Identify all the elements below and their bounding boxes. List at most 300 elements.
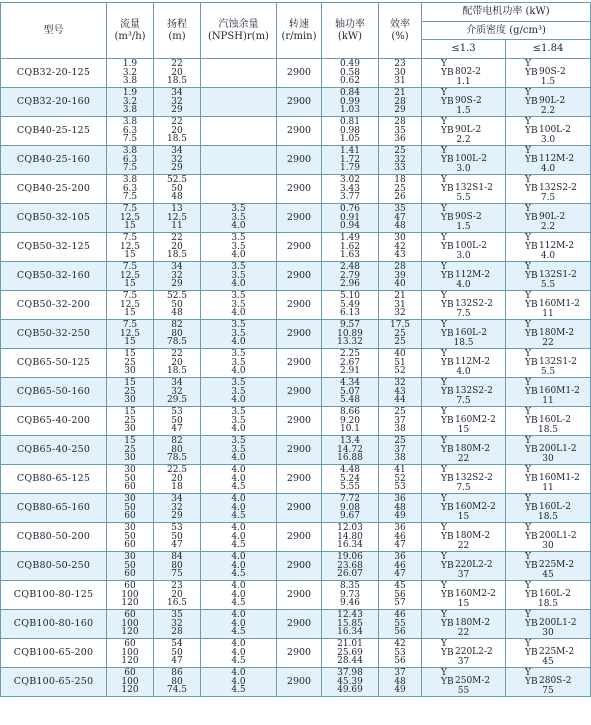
motor-yb-series: YB	[441, 561, 454, 571]
cell-motor-1	[422, 523, 506, 552]
cell-npsh	[201, 610, 277, 639]
cell-motor-2	[506, 494, 591, 523]
cell-shaft-power	[322, 494, 379, 523]
flow-values	[107, 640, 153, 666]
cell-head	[154, 59, 201, 88]
cell-flow	[107, 407, 154, 436]
motor-kw: 30	[542, 454, 554, 464]
eff-values	[379, 495, 421, 521]
motor-kw: 2.2	[456, 135, 471, 145]
motor-yb-series: YB	[441, 532, 454, 542]
cell-model: CQB80-65-160	[1, 494, 107, 523]
eff-values-v2: 51	[394, 357, 406, 368]
eff-values	[379, 466, 421, 492]
header-density: 介质密度 (g/cm³)	[422, 22, 591, 40]
npsh-values-v2: 3.5	[231, 241, 246, 252]
motor-kw: 30	[542, 541, 554, 551]
head-values-v1: 22	[171, 349, 183, 360]
cell-motor-2	[506, 465, 591, 494]
cell-efficiency	[379, 146, 422, 175]
motor-frame: 200L1-2	[539, 531, 577, 541]
table-row	[1, 146, 591, 175]
eff-values-v1: 40	[394, 349, 406, 360]
motor-spec	[422, 349, 505, 377]
shaft-values-v1: 3.02	[339, 175, 361, 186]
cell-motor-1	[422, 668, 506, 697]
shaft-values-v3: 5.48	[339, 395, 361, 406]
motor-yb-series: YB	[441, 619, 454, 629]
shaft-values-v1: 8.35	[339, 581, 361, 592]
head-values-v3: 29	[171, 163, 183, 174]
head-values-v1: 84	[171, 552, 183, 563]
shaft-values-v1: 1.49	[339, 233, 361, 244]
cell-npsh	[201, 552, 277, 581]
head-values	[154, 379, 200, 405]
shaft-values-v2: 25.69	[337, 647, 363, 658]
cell-model: CQB32-20-125	[1, 59, 107, 88]
flow-values	[107, 118, 153, 144]
npsh-values-v3: 4.5	[231, 569, 246, 580]
head-values-v2: 80	[171, 560, 183, 571]
cell-npsh	[201, 494, 277, 523]
head-values-v3: 18.5	[166, 76, 188, 87]
cell-efficiency	[379, 494, 422, 523]
npsh-values-v2: 4.0	[231, 531, 246, 542]
cell-motor-1	[422, 233, 506, 262]
cell-flow	[107, 204, 154, 233]
head-values	[154, 466, 200, 492]
cell-npsh	[201, 59, 277, 88]
motor-kw: 11	[542, 396, 554, 406]
flow-values-v3: 30	[124, 424, 136, 435]
cell-npsh	[201, 407, 277, 436]
header-efficiency: 效率 (%)	[379, 3, 422, 59]
head-values-v3: 18.5	[166, 250, 188, 261]
shaft-values-v1: 0.49	[339, 59, 361, 70]
motor-yb-series: YB	[525, 213, 538, 223]
motor-y-series: Y	[441, 233, 447, 243]
flow-values-v2: 25	[124, 415, 136, 426]
flow-values	[107, 350, 153, 376]
motor-y-series: Y	[525, 146, 531, 156]
motor-yb-series: YB	[441, 590, 454, 600]
head-values-v3: 47	[171, 540, 183, 551]
eff-values	[379, 524, 421, 550]
shaft-values-v3: 26.07	[337, 569, 363, 580]
head-values	[154, 89, 200, 115]
eff-values-v2: 53	[394, 647, 406, 658]
table-row	[1, 88, 591, 117]
shaft-values-v3: 0.62	[339, 76, 361, 87]
motor-kw: 5.5	[540, 280, 556, 290]
eff-values-v1: 28	[394, 262, 406, 273]
cell-motor-1	[422, 378, 506, 407]
npsh-values	[201, 350, 276, 376]
cell-npsh	[201, 436, 277, 465]
shaft-values-v3: 1.05	[339, 134, 361, 145]
cell-speed: 2900	[277, 465, 322, 494]
cell-speed: 2900	[277, 436, 322, 465]
head-values-v1: 22	[171, 233, 183, 244]
cell-shaft-power	[322, 407, 379, 436]
cell-motor-2	[506, 639, 591, 668]
head-values-v2: 32	[171, 270, 183, 281]
motor-yb-series: YB	[525, 387, 538, 397]
cell-speed: 2900	[277, 407, 322, 436]
cell-motor-1	[422, 639, 506, 668]
cell-shaft-power	[322, 320, 379, 349]
eff-values-v2: 39	[394, 270, 406, 281]
cell-motor-2	[506, 668, 591, 697]
head-values-v2: 80	[171, 444, 183, 455]
cell-head	[154, 233, 201, 262]
cell-speed: 2900	[277, 581, 322, 610]
motor-spec	[506, 668, 590, 696]
motor-y-series: Y	[525, 88, 531, 98]
flow-values-v1: 3.8	[122, 175, 138, 186]
cell-motor-2	[506, 59, 591, 88]
cell-model: CQB100-65-250	[1, 668, 107, 697]
npsh-values-v1: 4.0	[231, 494, 246, 505]
table-row	[1, 407, 591, 436]
cell-efficiency	[379, 320, 422, 349]
motor-kw: 45	[542, 657, 554, 667]
head-values-v3: 16.5	[166, 598, 188, 609]
flow-values-v2: 3.2	[122, 96, 138, 107]
flow-values-v3: 60	[124, 540, 136, 551]
eff-values-v1: 41	[394, 465, 406, 476]
eff-values-v1: 30	[394, 233, 406, 244]
motor-frame: 160L-2	[539, 502, 571, 512]
motor-kw: 37	[457, 570, 470, 580]
motor-y-series: Y	[441, 146, 447, 156]
cell-efficiency	[379, 59, 422, 88]
motor-y-series: Y	[441, 59, 447, 69]
shaft-values	[322, 234, 378, 260]
head-values-v2: 20	[171, 473, 183, 484]
eff-values-v3: 36	[394, 134, 406, 145]
shaft-values-v2: 1.72	[339, 154, 361, 165]
cell-model: CQB100-65-200	[1, 639, 107, 668]
motor-y-series: Y	[525, 175, 531, 185]
eff-values-v3: 29	[394, 105, 406, 116]
motor-frame: 112M-2	[539, 241, 575, 251]
motor-spec	[506, 436, 590, 464]
shaft-values	[322, 350, 378, 376]
flow-values	[107, 495, 153, 521]
shaft-values-v3: 3.77	[339, 192, 361, 203]
eff-values-v2: 37	[394, 415, 406, 426]
cell-flow	[107, 639, 154, 668]
eff-values-v2: 52	[394, 473, 406, 484]
flow-values-v1: 7.5	[122, 262, 138, 273]
cell-efficiency	[379, 204, 422, 233]
motor-kw: 15	[457, 425, 470, 435]
cell-npsh	[201, 581, 277, 610]
motor-frame: 225M-2	[539, 560, 575, 570]
shaft-values-v2: 0.58	[339, 67, 361, 78]
head-values-v2: 50	[171, 299, 183, 310]
motor-frame: 90S-2	[455, 212, 482, 222]
motor-frame: 160M1-2	[539, 473, 580, 483]
head-values-v2: 50	[171, 183, 183, 194]
head-values-v1: 22	[171, 117, 183, 128]
npsh-values-v2: 3.5	[231, 357, 246, 368]
motor-yb-series: YB	[441, 503, 454, 513]
cell-shaft-power	[322, 668, 379, 697]
shaft-values	[322, 292, 378, 318]
motor-y-series: Y	[525, 465, 531, 475]
motor-spec	[506, 233, 590, 261]
cell-model: CQB100-80-160	[1, 610, 107, 639]
flow-values-v3: 30	[124, 366, 136, 377]
cell-flow	[107, 465, 154, 494]
head-values-v1: 34	[171, 88, 183, 99]
head-values-v2: 32	[171, 618, 183, 629]
head-values-v1: 82	[171, 436, 183, 447]
cell-head	[154, 552, 201, 581]
npsh-values	[201, 495, 276, 521]
motor-spec	[422, 378, 505, 406]
motor-yb-series: YB	[525, 503, 538, 513]
table-row	[1, 204, 591, 233]
head-values-v3: 48	[171, 308, 183, 319]
shaft-values-v2: 0.91	[339, 212, 361, 223]
npsh-values	[201, 582, 276, 608]
cell-flow	[107, 494, 154, 523]
shaft-values-v2: 0.98	[339, 125, 361, 136]
eff-values-v2: 46	[394, 531, 406, 542]
motor-spec	[506, 59, 590, 87]
npsh-values	[201, 640, 276, 666]
flow-values-v1: 60	[124, 581, 136, 592]
eff-values-v1: 42	[394, 639, 406, 650]
motor-kw: 11	[542, 483, 554, 493]
shaft-values-v1: 9.57	[339, 320, 361, 331]
motor-spec	[506, 291, 590, 319]
motor-spec	[422, 552, 505, 580]
motor-yb-series: YB	[525, 677, 538, 687]
head-values-v2: 32	[171, 386, 183, 397]
shaft-values	[322, 321, 378, 347]
motor-yb-series: YB	[441, 126, 454, 136]
eff-values	[379, 553, 421, 579]
flow-values-v3: 15	[124, 308, 136, 319]
eff-values-v3: 43	[394, 250, 406, 261]
shaft-values-v2: 9.20	[339, 415, 361, 426]
motor-y-series: Y	[525, 349, 531, 359]
cell-head	[154, 146, 201, 175]
motor-spec	[506, 465, 590, 493]
motor-frame: 160L-2	[455, 328, 487, 338]
flow-values	[107, 60, 153, 86]
eff-values-v2: 35	[394, 125, 406, 136]
flow-values-v2: 100	[121, 589, 139, 600]
npsh-values	[201, 321, 276, 347]
table-row	[1, 175, 591, 204]
npsh-values-v1: 4.0	[231, 523, 246, 534]
cell-head	[154, 523, 201, 552]
npsh-values-v2: 4.0	[231, 560, 246, 571]
flow-values-v2: 12.5	[119, 241, 141, 252]
flow-values-v2: 6.3	[122, 125, 138, 136]
header-speed: 转速 (r/min)	[277, 3, 322, 59]
motor-y-series: Y	[525, 117, 531, 127]
table-row	[1, 552, 591, 581]
shaft-values-v2: 5.24	[339, 473, 361, 484]
motor-spec	[506, 88, 590, 116]
motor-y-series: Y	[441, 204, 447, 214]
eff-values	[379, 176, 421, 202]
head-values	[154, 60, 200, 86]
eff-values-v1: 23	[394, 59, 406, 70]
motor-frame: 160L-2	[539, 415, 571, 425]
motor-spec	[506, 349, 590, 377]
cell-npsh	[201, 523, 277, 552]
head-values-v1: 82	[171, 320, 183, 331]
cell-npsh	[201, 204, 277, 233]
motor-frame: 200L1-2	[539, 618, 577, 628]
cell-flow	[107, 320, 154, 349]
shaft-values	[322, 147, 378, 173]
shaft-values-v2: 2.67	[339, 357, 361, 368]
eff-values-v2: 37	[394, 444, 406, 455]
shaft-values	[322, 408, 378, 434]
cell-model: CQB65-40-250	[1, 436, 107, 465]
motor-kw: 11	[542, 309, 554, 319]
cell-shaft-power	[322, 610, 379, 639]
motor-y-series: Y	[441, 552, 447, 562]
flow-values-v2: 50	[124, 531, 136, 542]
cell-flow	[107, 668, 154, 697]
npsh-values-v3: 4.5	[231, 685, 246, 696]
head-values	[154, 553, 200, 579]
table-body	[1, 59, 591, 697]
cell-shaft-power	[322, 175, 379, 204]
npsh-values-v2: 4.0	[231, 676, 246, 687]
shaft-values	[322, 553, 378, 579]
motor-y-series: Y	[525, 436, 531, 446]
motor-yb-series: YB	[525, 271, 538, 281]
head-values	[154, 234, 200, 260]
head-values-v3: 47	[171, 424, 183, 435]
cell-model: CQB50-32-105	[1, 204, 107, 233]
flow-values	[107, 466, 153, 492]
cell-efficiency	[379, 349, 422, 378]
head-values	[154, 118, 200, 144]
flow-values-v2: 12.5	[119, 299, 141, 310]
motor-spec	[506, 581, 590, 609]
cell-head	[154, 465, 201, 494]
flow-values-v3: 120	[121, 656, 139, 667]
eff-values-v3: 38	[394, 424, 406, 435]
flow-values-v3: 60	[124, 482, 136, 493]
motor-yb-series: YB	[525, 590, 538, 600]
eff-values-v1: 28	[394, 117, 406, 128]
cell-model: CQB100-80-125	[1, 581, 107, 610]
flow-values-v3: 60	[124, 511, 136, 522]
cell-model: CQB65-40-200	[1, 407, 107, 436]
motor-yb-series: YB	[525, 358, 538, 368]
motor-y-series: Y	[441, 378, 447, 388]
motor-yb-series: YB	[525, 561, 538, 571]
cell-motor-1	[422, 175, 506, 204]
npsh-values-v2: 3.5	[231, 299, 246, 310]
table-row	[1, 349, 591, 378]
flow-values-v1: 7.5	[122, 320, 138, 331]
head-values-v2: 50	[171, 531, 183, 542]
eff-values	[379, 205, 421, 231]
motor-y-series: Y	[441, 639, 447, 649]
motor-y-series: Y	[441, 610, 447, 620]
motor-spec	[506, 639, 590, 667]
head-values-v3: 29	[171, 105, 183, 116]
motor-y-series: Y	[441, 117, 447, 127]
cell-speed: 2900	[277, 668, 322, 697]
head-values	[154, 669, 200, 695]
motor-spec	[506, 523, 590, 551]
cell-efficiency	[379, 436, 422, 465]
motor-y-series: Y	[525, 668, 531, 678]
head-values-v2: 20	[171, 589, 183, 600]
motor-spec	[422, 59, 505, 87]
shaft-values-v2: 23.68	[337, 560, 363, 571]
motor-yb-series: YB	[441, 677, 454, 687]
shaft-values-v2: 3.43	[339, 183, 361, 194]
cell-flow	[107, 59, 154, 88]
cell-motor-1	[422, 291, 506, 320]
flow-values-v3: 60	[124, 569, 136, 580]
npsh-values	[201, 553, 276, 579]
motor-yb-series: YB	[525, 416, 538, 426]
motor-spec	[422, 610, 505, 638]
motor-frame: 160M2-2	[455, 415, 496, 425]
flow-values-v1: 1.9	[122, 59, 138, 70]
shaft-values-v2: 5.07	[339, 386, 361, 397]
eff-values-v1: 45	[394, 581, 406, 592]
motor-frame: 100L-2	[455, 154, 487, 164]
motor-spec	[422, 204, 505, 232]
cell-head	[154, 407, 201, 436]
motor-yb-series: YB	[441, 358, 454, 368]
npsh-values	[201, 234, 276, 260]
header-npsh: 汽蚀余量 (NPSH)r(m)	[201, 3, 277, 59]
table-row	[1, 262, 591, 291]
motor-y-series: Y	[525, 262, 531, 272]
npsh-values-v1: 3.5	[231, 436, 246, 447]
head-values-v3: 29	[171, 511, 183, 522]
cell-npsh	[201, 320, 277, 349]
shaft-values-v1: 7.72	[339, 494, 361, 505]
flow-values	[107, 524, 153, 550]
npsh-values-v2: 4.0	[231, 647, 246, 658]
cell-flow	[107, 378, 154, 407]
cell-model: CQB80-50-200	[1, 523, 107, 552]
cell-model: CQB40-25-125	[1, 117, 107, 146]
motor-yb-series: YB	[525, 68, 538, 78]
shaft-values-v2: 15.85	[337, 618, 363, 629]
shaft-values-v1: 1.41	[339, 146, 361, 157]
cell-speed: 2900	[277, 88, 322, 117]
shaft-values-v3: 6.13	[339, 308, 361, 319]
flow-values-v3: 3.8	[122, 105, 138, 116]
cell-speed: 2900	[277, 204, 322, 233]
flow-values-v1: 60	[124, 610, 136, 621]
motor-y-series: Y	[525, 494, 531, 504]
motor-frame: 225M-2	[539, 647, 575, 657]
cell-shaft-power	[322, 349, 379, 378]
npsh-values-v2: 4.0	[231, 502, 246, 513]
